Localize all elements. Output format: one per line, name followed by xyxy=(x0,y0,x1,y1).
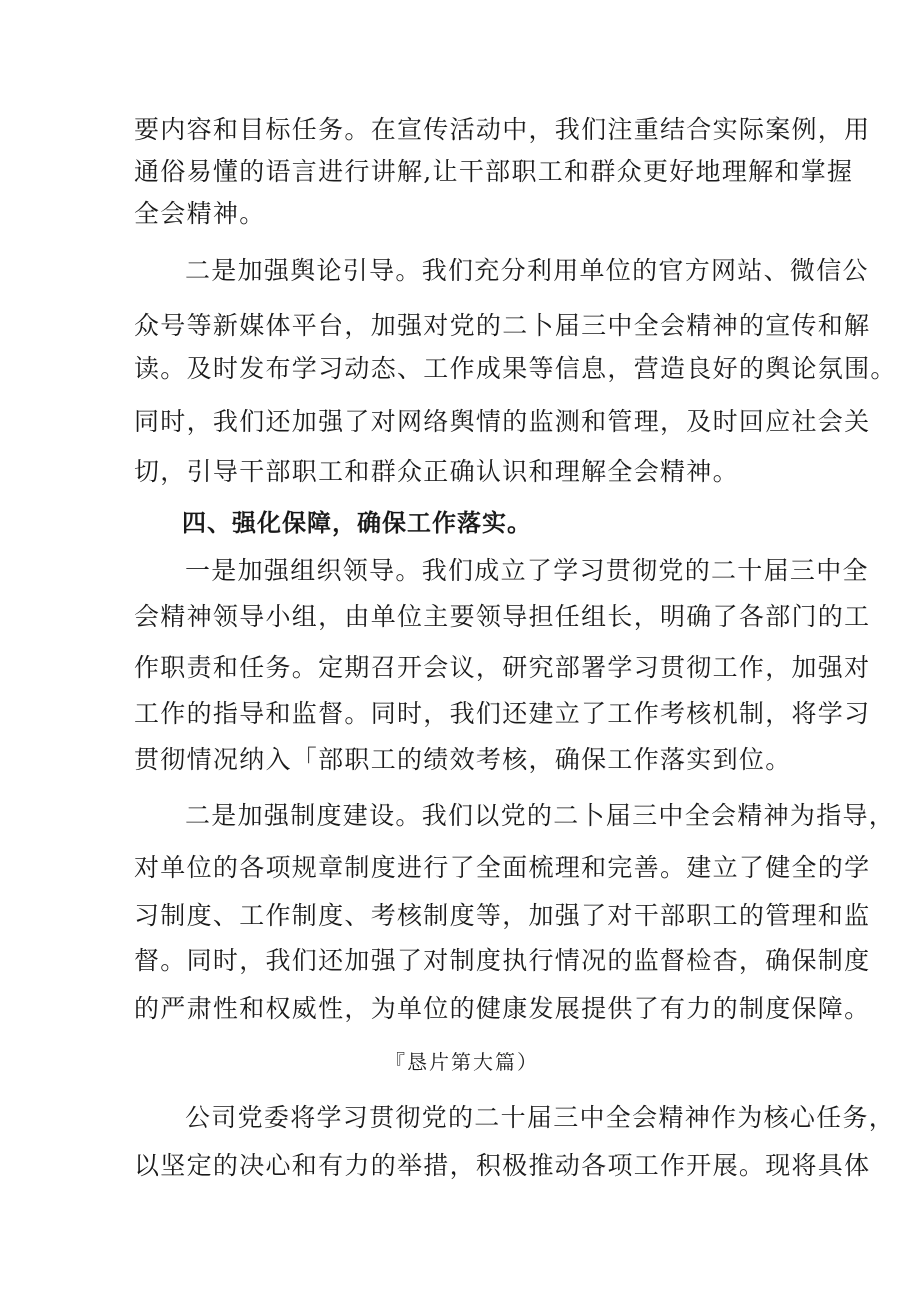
paragraph-3-line-2: 会精神领导小组，由单位主要领导担任组长，明确了各部门的工 xyxy=(134,602,871,631)
paragraph-3-line-5: 贯彻情况纳入「部职工的绩效考核，确保工作落实到位。 xyxy=(134,745,792,774)
paragraph-2-line-4: 同时，我们还加强了对网络舆情的监测和管理，及时回应社会关 xyxy=(134,407,871,436)
paragraph-4-line-5: 的严肃性和权威性，为单位的健康发展提供了有力的制度保障。 xyxy=(134,994,871,1023)
paragraph-3-line-3: 作职责和任务。定期召开会议，研究部署学习贯彻工作，加强对 xyxy=(134,653,871,682)
text-line-2: 通俗易懂的语言进行讲解,让干部职工和群众更好地理解和掌握 xyxy=(134,157,854,186)
paragraph-5-line-1: 公司党委将学习贯彻党的二十届三中全会精神作为核心任务， xyxy=(185,1103,896,1132)
text-line-1: 要内容和目标任务。在宣传活动中，我们注重结合实际案例，用 xyxy=(134,115,871,144)
paragraph-4-line-3: 习制度、工作制度、考核制度等，加强了对干部职工的管理和监 xyxy=(134,901,871,930)
paragraph-3-line-1: 一是加强组织领导。我们成立了学习贯彻党的二十届三中全 xyxy=(185,556,869,585)
paragraph-2-line-3: 读。及时发布学习动态、工作成果等信息，营造良好的舆论氛围。 xyxy=(134,354,897,383)
paragraph-2-line-5: 切，引导干部职工和群众正确认识和理解全会精神。 xyxy=(134,457,739,486)
paragraph-2-line-2: 众号等新媒体平台，加强对党的二卜届三中全会精神的宣传和解 xyxy=(134,311,871,340)
paragraph-2-line-1: 二是加强舆论引导。我们充分利用单位的官方网站、微信公 xyxy=(185,256,869,285)
paragraph-4-line-1: 二是加强制度建设。我们以党的二卜届三中全会精神为指导， xyxy=(185,801,896,830)
chapter-subtitle: 『恳片第大篇） xyxy=(385,1050,539,1074)
paragraph-4-line-2: 对单位的各项规章制度进行了全面梳理和完善。建立了健全的学 xyxy=(134,853,871,882)
section-heading: 四、强化保障，确保工作落实。 xyxy=(182,509,532,537)
paragraph-4-line-4: 督。同时，我们还加强了对制度执行情况的监督检杳，确保制度 xyxy=(134,946,871,975)
paragraph-5-line-2: 以坚定的决心和有力的举措，积极推动各项工作开展。现将具体 xyxy=(134,1151,871,1180)
text-line-3: 全会精神。 xyxy=(134,199,266,228)
paragraph-3-line-4: 工作的指导和监督。同时，我们还建立了工作考核机制，将学习 xyxy=(134,699,871,728)
